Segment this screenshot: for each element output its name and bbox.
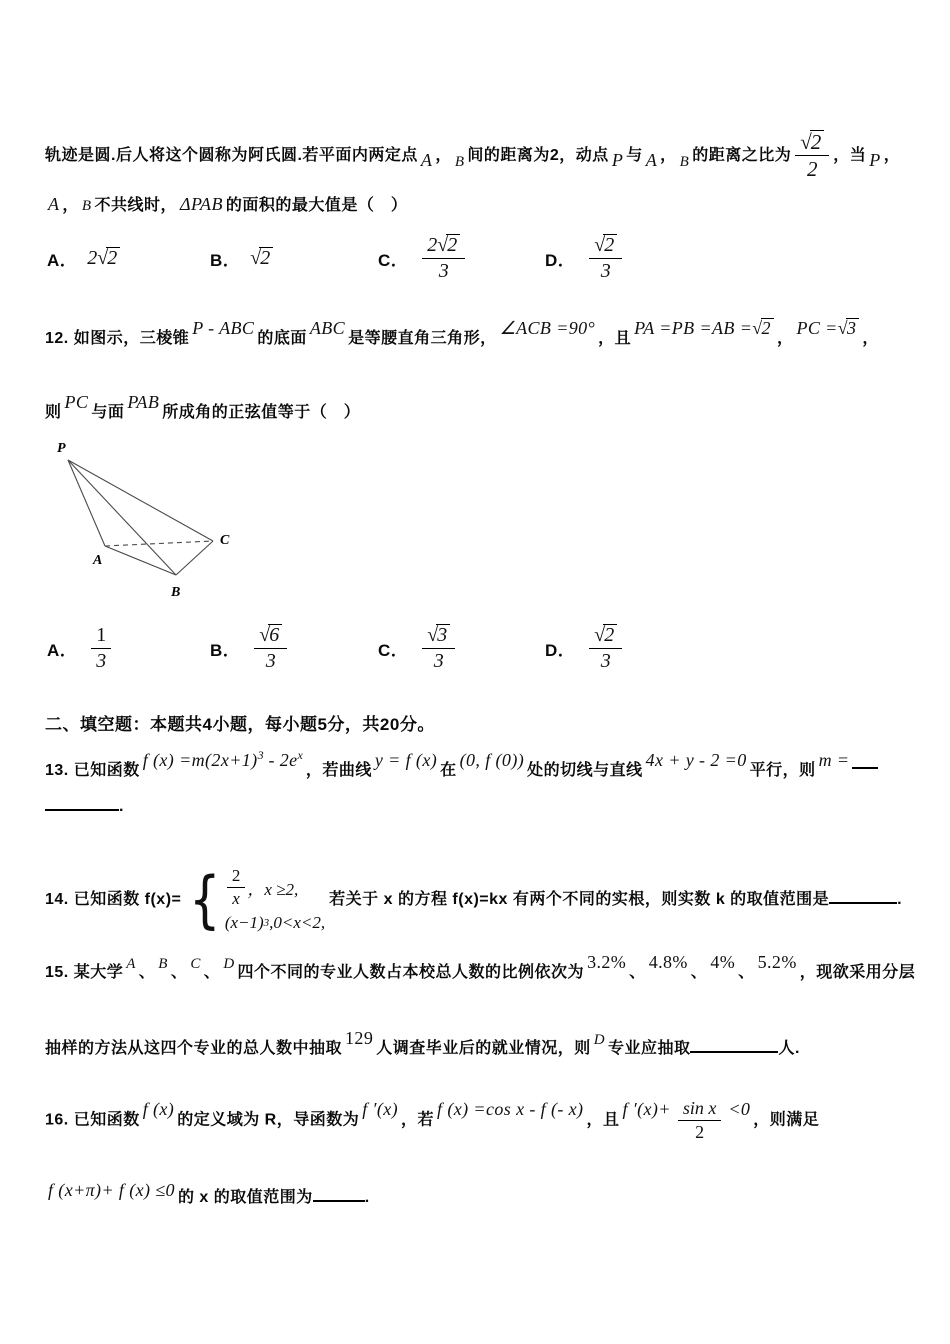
q12-text-run: 所成角的正弦值等于（ ） — [162, 404, 361, 421]
q12-figure — [48, 438, 308, 608]
sqrt — [97, 247, 120, 270]
math-fx-definition: f $(x) =m(2x+1)^3 - 2e^x$ — [142, 748, 303, 770]
math-triangle-PAB: ΔPAB — [180, 194, 223, 214]
option-fraction — [422, 234, 465, 283]
sqrt — [594, 624, 617, 647]
math-f-prime-x: f ′(x) — [362, 1099, 399, 1120]
enum-mark: 、 — [138, 964, 156, 981]
fraction-sqrt2-over-2 — [795, 130, 829, 181]
q15-number-text: 15. 某大学 — [45, 964, 124, 981]
q15-text-run: 抽样的方法从这四个专业的总人数中抽取 — [45, 1040, 343, 1057]
period: . — [119, 798, 124, 815]
answer-blank — [852, 764, 878, 769]
period: . — [897, 890, 903, 908]
q11-text-run: 间的距离为2，动点 — [467, 146, 609, 164]
q12-options — [0, 618, 950, 678]
q15-text-run: 四个不同的专业人数占本校总人数的比例依次为 — [237, 964, 585, 981]
math-ABC: ABC — [309, 318, 346, 338]
percentage: 5.2% — [757, 952, 797, 972]
answer-blank — [829, 899, 897, 904]
math-var-A: A — [645, 149, 658, 170]
q13-line2 — [45, 798, 124, 816]
math-less-than-zero: <0 — [728, 1099, 751, 1120]
q11-text-run: ，当 — [833, 146, 867, 164]
q12-text-run: ，且 — [598, 330, 632, 347]
radical-sign: √ — [837, 318, 848, 338]
section-title: 二、填空题：本题共4小题，每小题5分，共20分。 — [45, 715, 435, 734]
math-var-D: D — [593, 1032, 605, 1048]
q11-text-run: 与 — [626, 146, 643, 164]
edge-PC — [68, 460, 213, 541]
radical-sign: √ — [800, 130, 812, 154]
q13-line1 — [45, 748, 878, 780]
q11-line1 — [45, 130, 900, 181]
vertex-label-B: B — [171, 585, 181, 600]
math-var-B: B — [679, 153, 690, 170]
math-var-B: B — [81, 198, 92, 214]
option-fraction — [254, 624, 287, 673]
option-label: D． — [545, 640, 576, 660]
option-label: D． — [545, 250, 576, 270]
math-inequality: f (x+π)+ f (x) ≤0 — [48, 1180, 175, 1200]
comma: ， — [660, 146, 677, 164]
q12-text-run: 则 — [45, 404, 62, 421]
sqrt — [250, 247, 273, 270]
option-label: C． — [378, 640, 409, 660]
q12-option-d — [545, 618, 626, 678]
comma: ， — [776, 330, 794, 347]
answer-blank — [45, 806, 119, 811]
denominator: 3 — [589, 258, 622, 283]
q13-number-text: 13. 已知函数 — [45, 762, 140, 779]
sqrt — [752, 318, 774, 339]
math-fx-cos-eq: f (x) =cos x - f (- x) — [437, 1099, 584, 1120]
option-fraction — [589, 234, 622, 283]
coefficient: 2 — [427, 233, 438, 256]
sqrt — [800, 130, 824, 154]
radicand: 2 — [603, 624, 617, 646]
percentage: 3.2% — [587, 952, 627, 972]
denominator: 2 — [678, 1120, 722, 1143]
radical-sign: √ — [594, 233, 606, 256]
q12-line1 — [45, 318, 879, 348]
math-line-eq: 4x + y - 2 =0 — [645, 750, 747, 770]
piecewise-row2 — [225, 913, 325, 933]
math-PC: PC — [64, 392, 89, 412]
q12-text-run: 与面 — [91, 404, 125, 421]
option-label: B． — [210, 640, 241, 660]
comma: ， — [883, 146, 901, 164]
sqrt — [594, 234, 617, 257]
fraction-sinx-over-2 — [678, 1098, 722, 1142]
percentage: 4% — [710, 952, 736, 972]
q12-text-run: 是等腰直角三角形， — [348, 330, 497, 347]
radical-sign: √ — [250, 246, 262, 269]
exponent-x: x — [297, 748, 303, 762]
math-var-C: C — [190, 956, 201, 972]
math-var-A: A — [48, 194, 60, 214]
option-label: C． — [378, 250, 409, 270]
period: . — [364, 1189, 370, 1206]
math-angle-ACB: ∠ACB =90° — [499, 318, 596, 338]
option-label: A． — [47, 250, 78, 270]
q11-options — [0, 228, 950, 288]
vertex-label-C: C — [220, 533, 230, 548]
q15-text-run: ，现欲采用分层 — [799, 964, 916, 981]
q16-text-run: 的定义域为 R，导函数为 — [177, 1111, 360, 1129]
option-fraction — [589, 624, 622, 673]
radicand: 3 — [436, 624, 450, 646]
edge-BC — [176, 541, 213, 575]
sqrt — [838, 318, 860, 339]
q13-text-run: 在 — [440, 762, 457, 779]
answer-blank — [313, 1197, 365, 1202]
q13-text-run: 平行，则 — [749, 762, 816, 779]
q11-option-d — [545, 228, 626, 288]
sqrt — [259, 624, 282, 647]
q16-text-run: ，若 — [401, 1111, 435, 1129]
math-PA-PB-AB: PA =PB =AB =√2 — [634, 318, 774, 338]
math-P-ABC: P - ABC — [192, 318, 255, 338]
piecewise-function — [185, 862, 326, 936]
math-y-fx: y = f (x) — [374, 750, 438, 770]
exponent-3: 3 — [263, 917, 270, 930]
q11-text-run: 的距离之比为 — [692, 146, 792, 164]
brace: { — [189, 862, 221, 936]
q16-text-run: ，则满足 — [753, 1111, 820, 1129]
radicand: 2 — [446, 234, 460, 256]
q15-text-run: 人调查毕业后的就业情况，则 — [376, 1040, 591, 1057]
option-fraction — [422, 624, 455, 673]
option-fraction — [91, 624, 111, 673]
radicand: 2 — [761, 318, 774, 338]
radicand: 6 — [268, 624, 282, 646]
denominator: 3 — [91, 648, 111, 673]
enum-mark: 、 — [690, 964, 708, 981]
q15-line1 — [45, 952, 915, 982]
math-PAB: PAB — [127, 392, 160, 412]
math-var-P: P — [611, 149, 624, 170]
radical-sign: √ — [594, 623, 606, 646]
q11-option-c — [378, 228, 469, 288]
q12-text-run: 的底面 — [257, 330, 307, 347]
radicand: 2 — [810, 130, 825, 153]
comma: ， — [862, 330, 879, 347]
coefficient: 2 — [87, 246, 98, 269]
edge-PA — [68, 460, 105, 546]
comma: ， — [62, 197, 79, 214]
q14-number-text: 14. 已知函数 f(x)= — [45, 890, 182, 908]
q15-text-run: 专业应抽取 — [607, 1040, 691, 1057]
q11-option-a — [47, 228, 120, 288]
option-label: A． — [47, 640, 78, 660]
q16-number-text: 16. 已知函数 — [45, 1111, 140, 1129]
numerator: sin x — [682, 1098, 717, 1118]
q12-number-text: 12. 如图示，三棱锥 — [45, 330, 190, 347]
vertex-label-A: A — [93, 553, 103, 568]
math-PC: PC =√3 — [796, 318, 859, 338]
math-var-B: B — [158, 956, 168, 972]
vertex-label-P: P — [57, 441, 66, 456]
radicand: 2 — [259, 247, 273, 269]
edge-AB — [105, 546, 176, 575]
radicand: 3 — [846, 318, 859, 338]
radical-sign: √ — [259, 623, 271, 646]
sqrt — [427, 624, 450, 647]
math-f-prime-plus: f ′(x)+ — [622, 1099, 671, 1120]
denominator: 3 — [589, 648, 622, 673]
q15-text-run: 人. — [778, 1040, 800, 1057]
q11-line2 — [45, 192, 407, 215]
piecewise-row1 — [225, 866, 325, 908]
numerator: 1 — [96, 623, 107, 646]
denominator: 3 — [422, 258, 465, 283]
q11-text-run: 的面积的最大值是（ ） — [225, 197, 408, 214]
math-var-D: D — [223, 956, 235, 972]
q16-line1 — [45, 1098, 819, 1142]
q13-text-run: ，若曲线 — [305, 762, 372, 779]
q15-line2 — [45, 1028, 800, 1058]
math-var-A: A — [126, 956, 136, 972]
math-var-P: P — [869, 149, 881, 170]
q16-text-run: 的 x 的取值范围为 — [177, 1189, 313, 1206]
denominator: 2 — [795, 155, 829, 181]
denominator: 3 — [422, 648, 455, 673]
enum-mark: 、 — [738, 964, 755, 981]
math-m-equals: m = — [818, 750, 850, 770]
tetrahedron-diagram — [48, 438, 308, 603]
percentage: 4.8% — [648, 952, 688, 972]
expression: (x−1) — [224, 913, 264, 933]
condition: ,0<x<2, — [269, 913, 326, 933]
q11-text-run: 不共线时， — [94, 197, 178, 214]
radicand: 2 — [603, 234, 617, 256]
option-label: B． — [210, 250, 241, 270]
q12-option-a — [47, 618, 115, 678]
radical-sign: √ — [427, 623, 439, 646]
q12-line2 — [45, 392, 360, 422]
math-var-B: B — [454, 153, 465, 170]
radical-sign: √ — [752, 318, 763, 338]
math-fx: f (x) — [142, 1099, 175, 1120]
sqrt — [437, 234, 460, 257]
q14-line — [45, 862, 903, 936]
sample-size: 129 — [345, 1028, 374, 1048]
q12-option-b — [210, 618, 291, 678]
option-value — [250, 247, 273, 270]
q16-text-run: ，且 — [586, 1111, 620, 1129]
answer-blank — [690, 1048, 778, 1053]
q11-text-run: 轨迹是圆.后人将这个圆称为阿氏圆.若平面内两定点 — [45, 146, 418, 164]
q11-option-b — [210, 228, 273, 288]
comma: ， — [435, 146, 452, 164]
enum-mark: 、 — [170, 964, 188, 981]
radicand: 2 — [106, 247, 120, 269]
radical-sign: √ — [437, 233, 449, 256]
math-point: (0, f (0)) — [459, 750, 525, 770]
radical-sign: √ — [97, 246, 109, 269]
enum-mark: 、 — [629, 964, 646, 981]
q14-text-run: 若关于 x 的方程 f(x)=kx 有两个不同的实根，则实数 k 的取值范围是 — [329, 890, 830, 908]
fraction-2-over-x — [227, 866, 246, 908]
q12-option-c — [378, 618, 459, 678]
math-var-A: A — [420, 149, 433, 170]
edge-AC-dashed — [105, 541, 213, 546]
denominator: x — [227, 887, 246, 909]
condition: ，x ≥2, — [247, 879, 299, 899]
enum-mark: 、 — [203, 964, 221, 981]
edge-PB — [68, 460, 176, 575]
q16-line2 — [45, 1180, 370, 1207]
exponent-3: 3 — [257, 748, 264, 762]
section2-header — [45, 710, 435, 735]
option-value — [87, 247, 120, 270]
numerator: 2 — [231, 866, 241, 885]
denominator: 3 — [254, 648, 287, 673]
q13-text-run: 处的切线与直线 — [527, 762, 643, 779]
